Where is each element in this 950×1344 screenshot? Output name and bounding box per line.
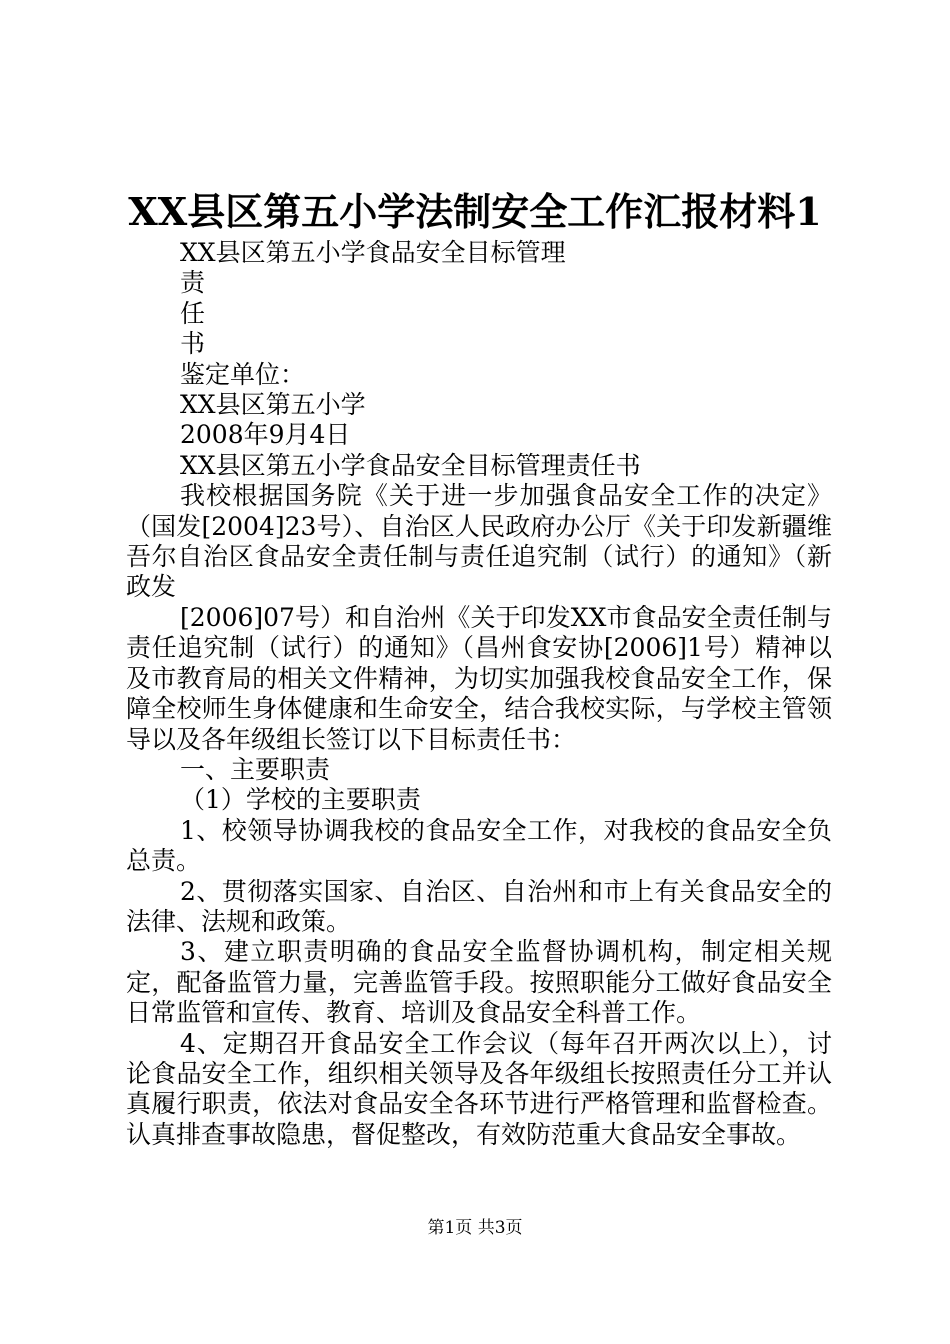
cover-vertical-char: 任 — [180, 298, 206, 328]
document-subtitle: XX县区第五小学食品安全目标管理责任书 — [180, 450, 641, 480]
paragraph: 我校根据国务院《关于进一步加强食品安全工作的决定》（国发[2004]23号）、自治区人民政府办公厅《关于印发新疆维吾尔自治区食品安全责任制与责任追究制（试行）的通知》（新政发 — [126, 481, 832, 602]
unit-label: 鉴定单位： — [180, 359, 306, 389]
cover-vertical-char: 责 — [180, 268, 206, 298]
subsection-heading: （1）学校的主要职责 — [180, 785, 421, 815]
document-body — [126, 238, 832, 1150]
list-item: 2、贯彻落实国家、自治区、自治州和市上有关食品安全的法律、法规和政策。 — [126, 876, 832, 936]
list-item: 4、定期召开食品安全工作会议（每年召开两次以上），讨论食品安全工作，组织相关领导及各年级组长按照责任分工并认真履行职责，依法对食品安全各环节进行严格管理和监督检查。认真排查事故隐患，督促整改，有效防范重大食品安全事故。 — [126, 1028, 832, 1149]
document-date: 2008年9月4日 — [180, 420, 351, 450]
document-title: XX县区第五小学法制安全工作汇报材料1 — [128, 189, 822, 234]
page-footer: 第1页 共3页 — [427, 1218, 523, 1238]
paragraph: [2006]07号）和自治州《关于印发XX市食品安全责任制与责任追究制（试行）的通知》（昌州食安协[2006]1号）精神以及市教育局的相关文件精神，为切实加强我校食品安全工作，保障全校师生身体健康和生命安全，结合我校实际，与学校主管领导以及各年级组长签订以下目标责任书： — [126, 602, 832, 754]
cover-vertical-char: 书 — [180, 329, 206, 359]
section-heading: 一、主要职责 — [180, 754, 331, 784]
list-item: 3、建立职责明确的食品安全监督协调机构，制定相关规定，配备监管力量，完善监管手段。按照职能分工做好食品安全日常监管和宣传、教育、培训及食品安全科普工作。 — [126, 937, 832, 1028]
cover-heading: XX县区第五小学食品安全目标管理 — [180, 238, 566, 267]
unit-name: XX县区第五小学 — [180, 390, 366, 420]
list-item: 1、校领导协调我校的食品安全工作，对我校的食品安全负总责。 — [126, 815, 832, 876]
